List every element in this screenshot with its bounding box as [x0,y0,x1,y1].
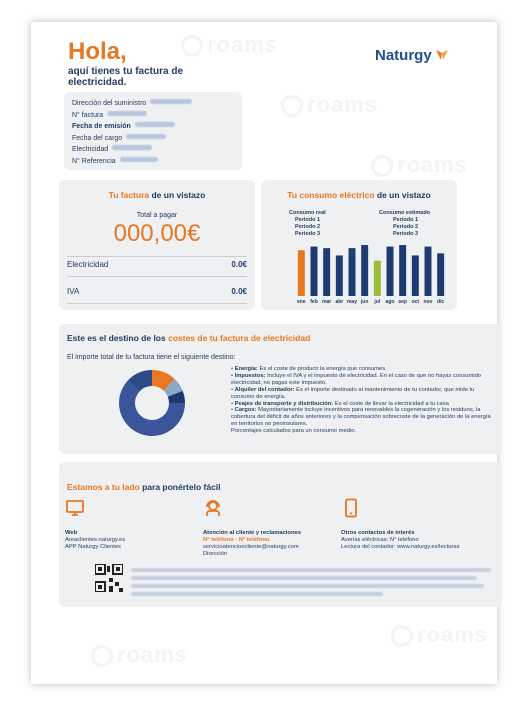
invoice-page: roams roams roams roams roams Hola, aquí tienes tu factura de electricidad. Naturgy Dirección del suministro N° factura Fecha de emisión Fecha del cargo Electricidad N° Referencia Tu factura de un vistazo Total a pagar 000,00€ Electricidad 0.0€ IVA 0.0€ Tu consumo eléctrico de un vistazo Consumo real Periodo 1 Periodo 2 Periodo 3 Consumo estimado Periodo 1 Periodo 2 Periodo 3 ene feb mar abr may jun jul ago sep oct nov dic Este es el destino de los costes de tu factura de electricidad El importe total de tu factura tiene el siguiente destino: • Energía: Es el coste de producir la energía que consumes. • Impuestos: Incluye el IVA y el impuesto de electricidad. En el caso de que no hayas consumido electricidad, no pagas este impuesto. • Alquiler del contador: Es el importe destinado al mantenimiento de tu contador, que mide tu consumo de energía. • Peajes de transporte y distribución: Es el coste de llevar la electricidad a tu casa • Cargos: Mayoritariamente incluye incentivos para renovables la cogeneración y los residuos, la cobertura del déficit de años anteriores y la compensación sobrecoste de la generación de la energía en territorios no peninsulares. Porcentajes calculados para un consumo medio. Estamos a tu lado para ponértelo fácil Web Areaclientes.naturgy.es APP Naturgy Clientes Atención al cliente y reclamaciones N° teléfono - N° teléfono servicioatencioncliente@naturgy.com Dirección Otros contactos de interés Averías eléctricas: N° teléfono Lectura del contador: www.naturgy.es/lecturas [31,22,497,684]
contact-card [59,462,502,607]
tick-label-ene: ene [297,299,306,305]
support-agent-icon [203,498,223,518]
invoice-summary-card [59,180,255,310]
bar-jun [361,245,368,296]
consumption-title: Tu consumo eléctrico de un vistazo [287,190,431,200]
supply-row: N° factura [72,110,234,122]
bar-sep [399,245,406,296]
tick-label-feb: feb [310,299,318,305]
supply-row: N° Referencia [72,156,234,168]
qr-code-icon [95,564,123,592]
divider [67,276,247,277]
total-label: Total a pagar [136,212,178,219]
cost-destination-title: Este es el destino de los costes de tu factura de electricidad [67,333,311,343]
naturgy-logo: Naturgy [375,47,449,64]
bar-may [349,248,356,296]
bar-oct [412,255,419,296]
bar-mar [323,248,330,296]
bar-abr [336,255,343,296]
tick-label-jul: jul [374,299,381,305]
tick-label-may: may [346,299,358,305]
butterfly-icon [435,49,449,61]
bar-jul [374,261,381,296]
legend-real: Consumo real Periodo 1 Periodo 2 Periodo 3 [289,210,326,237]
consumption-card [261,180,457,310]
bar-ago [387,247,394,296]
support-email-link[interactable]: servicioatencioncliente@naturgy.com [203,544,299,550]
greeting-subtitle: aquí tienes tu factura de electricidad. [68,66,184,88]
invoice-row-electricidad: Electricidad 0.0€ [67,260,247,269]
legal-text-blurred [131,568,491,600]
supply-row: Dirección del suministro [72,98,234,110]
tick-label-dic: dic [437,299,445,305]
tick-label-jun: jun [360,299,369,305]
legend-estimated: Consumo estimado Periodo 1 Periodo 2 Periodo 3 [379,210,431,237]
bar-ene [298,250,305,296]
contact-web: Web Areaclientes.naturgy.es APP Naturgy Clientes [65,530,126,550]
note-item: • Cargos: Mayoritariamente incluye incentivos para renovables la cogeneración y los residuos, la cobertura del déficit de años anteriores y la compensación sobrecoste de la generación de la energía en territorios no peninsulares. [231,407,491,428]
consumption-bar-chart [261,180,457,310]
bar-feb [311,247,318,296]
tick-label-abr: abr [335,299,344,305]
note-footer: Porcentajes calculados para un consumo medio. [231,428,357,435]
divider [67,303,247,304]
supply-row: Fecha de emisión [72,121,234,133]
supply-row: Fecha del cargo [72,133,234,145]
web-link[interactable]: Areaclientes.naturgy.es [65,537,126,543]
invoice-summary-title: Tu factura de un vistazo [108,190,206,200]
supply-info-card [64,92,242,170]
meter-reading-link[interactable]: Lectura del contador: www.naturgy.es/lecturas [341,544,460,550]
contact-atencion: Atención al cliente y reclamaciones N° teléfono - N° teléfono servicioatencioncliente@naturgy.com Dirección [203,530,301,557]
monitor-icon [65,498,85,518]
note-item: • Impuestos: Incluye el IVA y el impuesto de electricidad. En el caso de que no hayas consumido electricidad, no pagas este impuesto. [231,372,482,386]
mobile-phone-icon [341,498,361,518]
tick-label-oct: oct [411,299,420,305]
greeting-title: Hola, [68,38,127,65]
tick-label-mar: mar [322,299,332,305]
cost-destination-subtitle: El importe total de tu factura tiene el siguiente destino: [67,354,236,361]
contact-title: Estamos a tu lado para ponértelo fácil [67,482,221,492]
cost-destination-card [59,324,502,454]
note-item: • Energía: Es el coste de producir la energía que consumes. [231,366,387,372]
divider [67,256,247,257]
total-amount: 000,00€ [113,220,201,247]
tick-label-nov: nov [423,299,433,305]
tick-label-sep: sep [398,299,407,305]
tick-label-ago: ago [385,299,395,305]
contact-otros: Otros contactos de interés Averías eléctricas: N° teléfono Lectura del contador: www.naturgy.es/lecturas [341,530,460,550]
supply-row: Electricidad [72,144,234,156]
bar-dic [437,253,444,296]
note-item: • Alquiler del contador: Es el importe destinado al mantenimiento de tu contador, que mide tu consumo de energía. [231,386,475,400]
cost-donut-chart [117,368,187,438]
cost-notes [231,366,491,435]
note-item: • Peajes de transporte y distribución: Es el coste de llevar la electricidad a tu casa [231,400,449,407]
bar-nov [425,247,432,296]
invoice-row-iva: IVA 0.0€ [67,287,247,296]
